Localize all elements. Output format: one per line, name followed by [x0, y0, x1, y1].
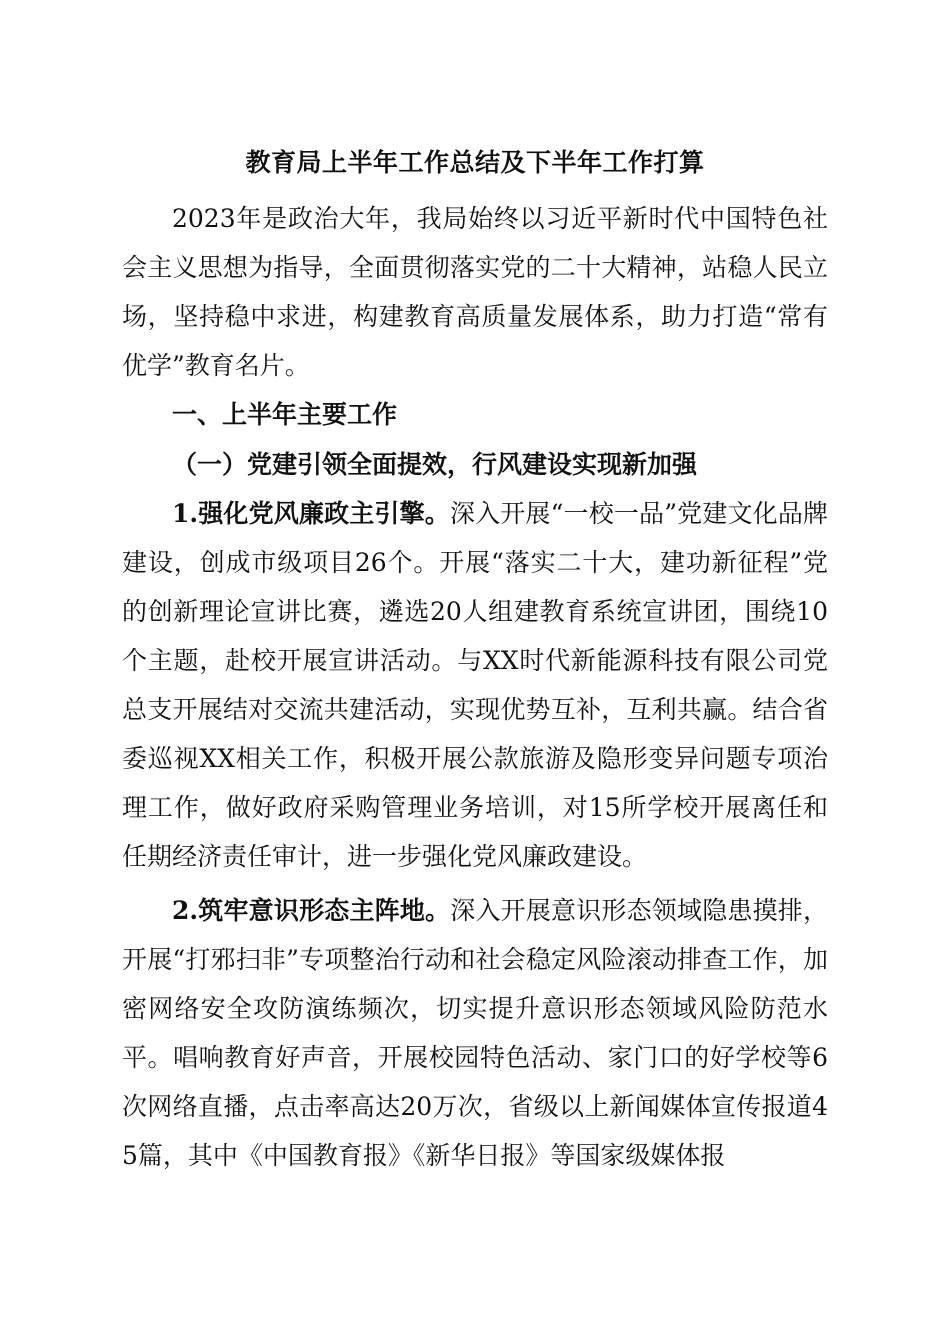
- paragraph-text: 深入开展意识形态领域隐患摸排，开展“打邪扫非”专项整治行动和社会稳定风险滚动排查工作，加密网络安全攻防演练频次，切实提升意识形态领域风险防范水平。唱响教育好声音，开展校园特色活动、家门口的好学校等6次网络直播，点击率高达20万次，省级以上新闻媒体宣传报道45篇，其中《中国教育报》《新华日报》等国家级媒体报: [122, 896, 828, 1170]
- subsection-heading: （一）党建引领全面提效，行风建设实现新加强: [172, 450, 698, 479]
- paragraph-lead: 1.强化党风廉政主引擎。: [172, 499, 450, 528]
- paragraph-item-1: [122, 489, 828, 881]
- document-title: 教育局上半年工作总结及下半年工作打算: [245, 148, 705, 177]
- paragraph-lead: 2.筑牢意识形态主阵地。: [172, 896, 451, 925]
- paragraph-item-2: [122, 886, 828, 1180]
- paragraph-text: 深入开展“一校一品”党建文化品牌建设，创成市级项目26个。开展“落实二十大，建功新征程”党的创新理论宣讲比赛，遴选20人组建教育系统宣讲团，围绕10个主题，赴校开展宣讲活动。与XX时代新能源科技有限公司党总支开展结对交流共建活动，实现优势互补，互利共赢。结合省委巡视XX相关工作，积极开展公款旅游及隐形变异问题专项治理工作，做好政府采购管理业务培训，对15所学校开展离任和任期经济责任审计，进一步强化党风廉政建设。: [122, 499, 828, 871]
- intro-paragraph: 2023年是政治大年，我局始终以习近平新时代中国特色社会主义思想为指导，全面贯彻落实党的二十大精神，站稳人民立场，坚持稳中求进，构建教育高质量发展体系，助力打造“常有优学”教育名片。: [122, 204, 828, 380]
- section-heading: 一、上半年主要工作: [172, 400, 398, 429]
